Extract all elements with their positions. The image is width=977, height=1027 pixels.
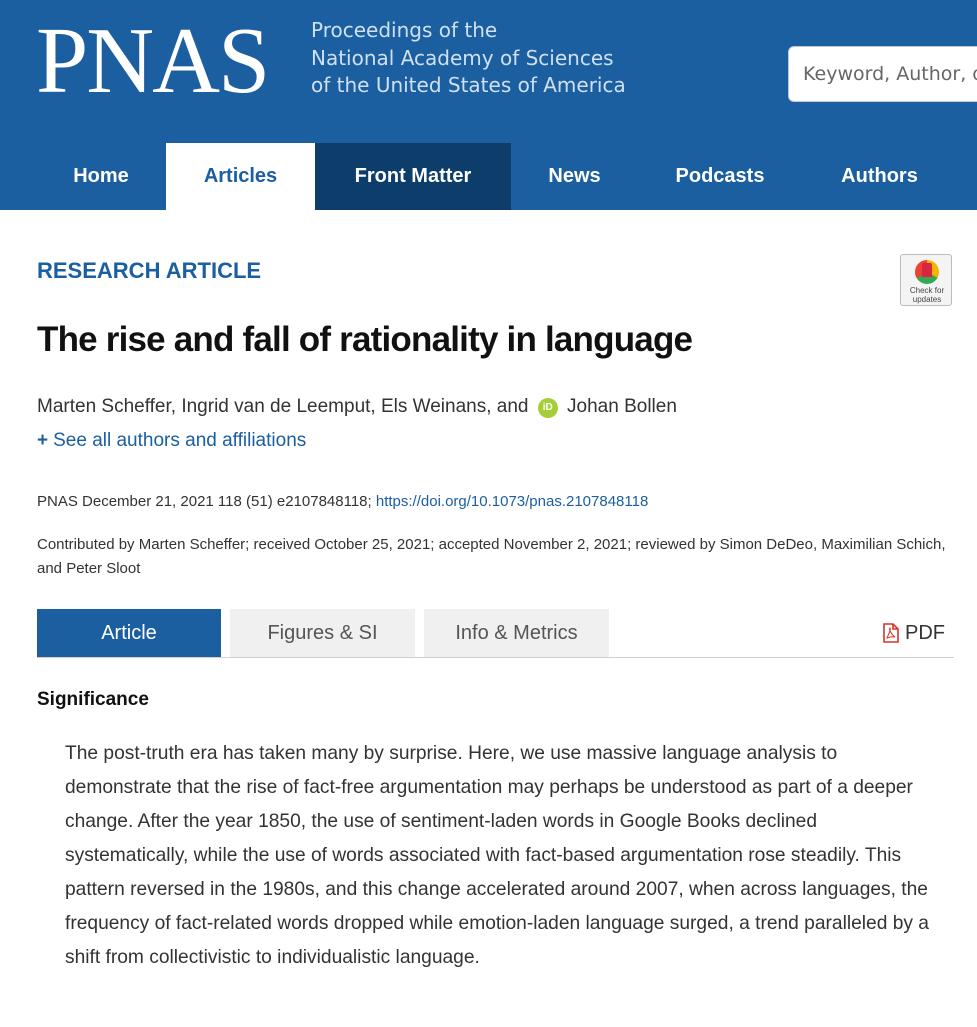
search-input[interactable] <box>803 59 977 89</box>
orcid-icon[interactable]: iD <box>538 398 558 418</box>
authors-text[interactable]: Marten Scheffer, Ingrid van de Leemput, Els Weinans, and <box>37 396 529 417</box>
plus-icon: + <box>37 430 49 451</box>
search-box[interactable] <box>788 46 977 102</box>
nav-home[interactable]: Home <box>73 165 129 187</box>
journal-tagline <box>311 17 626 100</box>
pdf-label: PDF <box>905 621 945 644</box>
article-type: RESEARCH ARTICLE <box>37 258 262 283</box>
tab-article[interactable]: Article <box>37 609 221 658</box>
significance-text: The post-truth era has taken many by surprise. Here, we use massive language analysis to demonstrate that the rise of fact-free argumentation may perhaps be understood as part of a deeper change. After the year 1850, the use of sentiment-laden words in Google Books declined systematically, while the use of words associated with fact-based argumentation rose steadily. This pattern reversed in the 1980s, and this change accelerated around 2007, when across languages, the frequency of fact-related words dropped while emotion-laden language surged, a trend paralleled by a shift from collectivistic to individualistic language. <box>65 743 929 968</box>
citation-line <box>37 493 648 510</box>
nav-authors[interactable]: Authors <box>841 165 918 187</box>
tab-figures-si[interactable]: Figures & SI <box>230 609 415 658</box>
tab-divider <box>37 657 954 658</box>
pdf-file-icon <box>883 623 899 643</box>
author-list <box>37 396 677 418</box>
check-for-updates-button[interactable] <box>900 254 952 306</box>
article-title: The rise and fall of rationality in language <box>37 320 693 359</box>
nav-articles[interactable]: Articles <box>166 143 315 210</box>
doi-link[interactable]: https://doi.org/10.1073/pnas.2107848118 <box>375 493 649 510</box>
site-header <box>0 0 977 143</box>
check-updates-label: Check for updates <box>909 286 945 304</box>
main-nav <box>0 143 977 210</box>
tab-info-metrics[interactable]: Info & Metrics <box>424 609 609 658</box>
see-all-authors-link[interactable] <box>37 430 306 452</box>
pnas-logo[interactable]: PNAS <box>36 9 269 113</box>
tagline-line: Proceedings of the <box>311 18 498 42</box>
tagline-line: of the United States of America <box>311 73 626 97</box>
pdf-download-button[interactable] <box>883 620 945 646</box>
nav-news[interactable]: News <box>548 165 601 187</box>
nav-podcasts[interactable]: Podcasts <box>675 165 765 187</box>
nav-front-matter[interactable]: Front Matter <box>315 143 511 210</box>
crossmark-icon <box>915 260 939 284</box>
author-last[interactable]: Johan Bollen <box>567 396 677 417</box>
significance-heading: Significance <box>37 689 149 710</box>
citation-text: PNAS December 21, 2021 118 (51) e2107848118; <box>37 493 372 510</box>
see-all-label: See all authors and affiliations <box>53 430 307 451</box>
tagline-line: National Academy of Sciences <box>311 45 614 70</box>
contribution-note: Contributed by Marten Scheffer; received October 25, 2021; accepted November 2, 2021; reviewed by Simon DeDeo, Maximilian Schich, and Peter Sloot <box>37 536 946 577</box>
